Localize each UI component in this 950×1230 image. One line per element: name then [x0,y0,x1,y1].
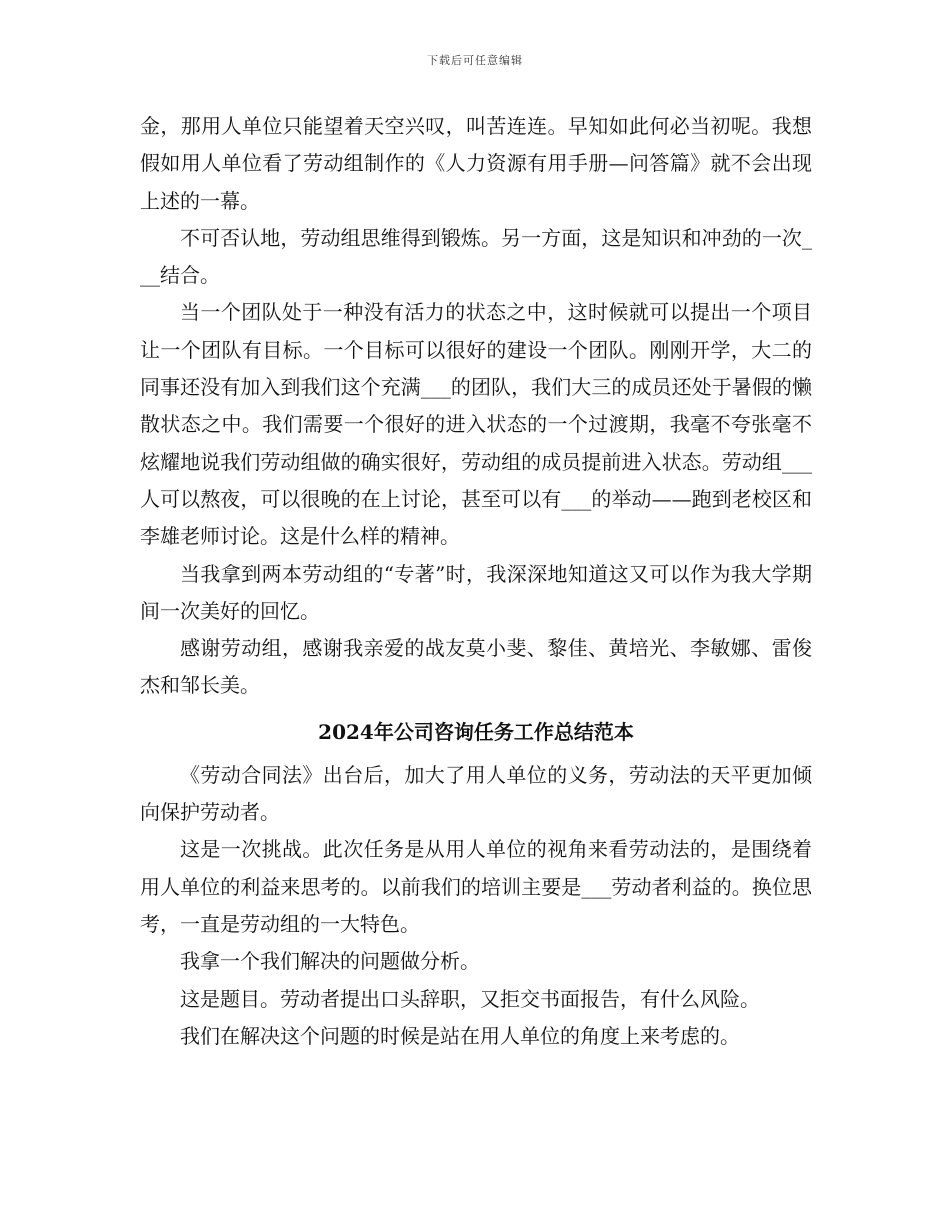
paragraph: 这是一次挑战。此次任务是从用人单位的视角来看劳动法的，是围绕着用人单位的利益来思考的。以前我们的培训主要是___劳动者利益的。换位思考，一直是劳动组的一大特色。 [140,837,812,936]
paragraph: 金，那用人单位只能望着天空兴叹，叫苦连连。早知如此何必当初呢。我想假如用人单位看了劳动组制作的《人力资源有用手册—问答篇》就不会出现上述的一幕。 [140,114,812,213]
page-header-note: 下载后可任意编辑 [427,54,523,67]
paragraph: 感谢劳动组，感谢我亲爱的战友莫小斐、黎佳、黄培光、李敏娜、雷俊杰和邹长美。 [140,636,812,698]
paragraph: 当我拿到两本劳动组的“专著”时，我深深地知道这又可以作为我大学期间一次美好的回忆。 [140,561,812,623]
paragraph: 我拿一个我们解决的问题做分析。 [180,949,480,974]
paragraph: 这是题目。劳动者提出口头辞职，又拒交书面报告，有什么风险。 [180,986,760,1011]
paragraph: 不可否认地，劳动组思维得到锻炼。另一方面，这是知识和冲劲的一次___结合。 [140,225,812,288]
document-body [140,108,812,1055]
section-title: 2024年公司咨询任务工作总结范本 [318,719,634,744]
paragraph: 当一个团队处于一种没有活力的状态之中，这时候就可以提出一个项目让一个团队有目标。一个目标可以很好的建设一个团队。刚刚开学，大二的同事还没有加入到我们这个充满___的团队，我们大三的成员还处于暑假的懒散状态之中。我们需要一个很好的进入状态的一个过渡期，我毫不夸张毫不炫耀地说我们劳动组做的确实很好，劳动组的成员提前进入状态。劳动组___人可以熬夜，可以很晚的在上讨论，甚至可以有___的举动——跑到老校区和李雄老师讨论。这是什么样的精神。 [140,300,812,549]
paragraph: 《劳动合同法》出台后，加大了用人单位的义务，劳动法的天平更加倾向保护劳动者。 [140,762,812,825]
paragraph: 我们在解决这个问题的时候是站在用人单位的角度上来考虑的。 [180,1023,740,1048]
